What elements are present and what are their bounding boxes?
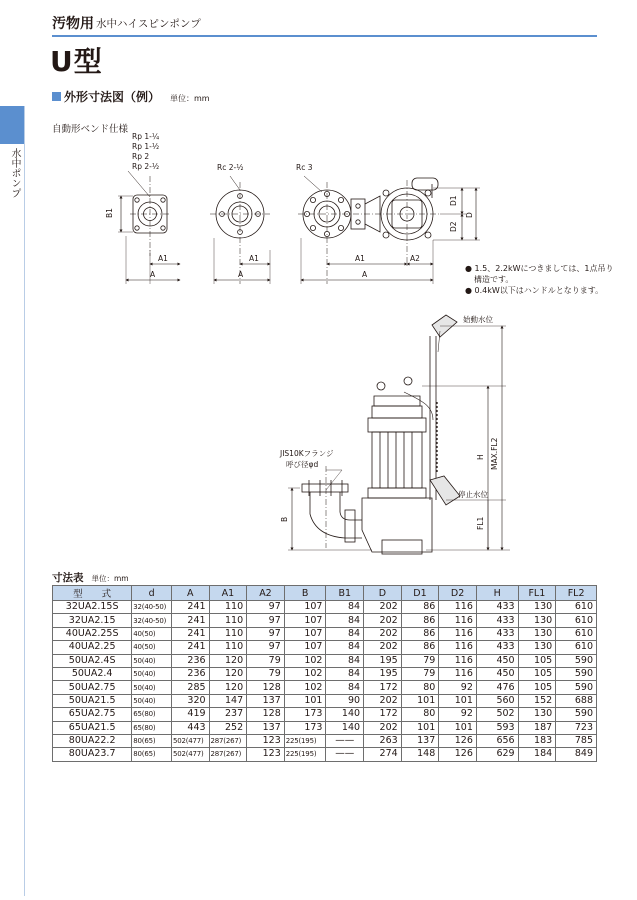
bullet-icon: ●: [465, 286, 472, 295]
table-header-row: [53, 586, 597, 601]
model-cell: 32UA2.15S: [53, 601, 132, 614]
table-cell: 241: [171, 627, 209, 640]
model-cell: 65UA21.5: [53, 721, 132, 734]
table-row: [53, 694, 597, 707]
rp-size-label: Rp 2: [132, 152, 150, 161]
table-cell: 241: [171, 641, 209, 654]
column-header: A: [171, 586, 209, 601]
table-row: [53, 721, 597, 734]
table-cell: 590: [556, 667, 597, 680]
table-row: [53, 614, 597, 627]
column-header: D: [364, 586, 402, 601]
table-cell: 202: [364, 601, 402, 614]
table-cell: 107: [284, 627, 326, 640]
table-row: [53, 734, 597, 747]
table-cell: 252: [209, 721, 247, 734]
table-cell: 97: [247, 641, 285, 654]
table-cell: ——: [326, 734, 364, 747]
pump-side-view: [302, 315, 460, 554]
table-cell: 502(477): [171, 748, 209, 761]
table-cell: 79: [247, 654, 285, 667]
dimension-table: [52, 585, 597, 762]
column-header: D2: [439, 586, 477, 601]
flange-size-label: 呼び径φd: [286, 460, 319, 469]
table-cell: 126: [439, 748, 477, 761]
table-cell: 183: [518, 734, 556, 747]
table-cell: 202: [364, 721, 402, 734]
table-cell: 80: [401, 681, 439, 694]
a2-label: A2: [410, 254, 420, 263]
drawing-heading-text: 外形寸法図（例）: [64, 90, 161, 104]
stop-level-label: 停止水位: [458, 490, 488, 499]
table-cell: 172: [364, 681, 402, 694]
table-cell: 105: [518, 681, 556, 694]
b1-label: B1: [105, 208, 114, 218]
table-cell: 476: [476, 681, 518, 694]
a-label: A: [150, 270, 156, 279]
a1-label: A1: [158, 254, 168, 263]
table-cell: 130: [518, 708, 556, 721]
table-cell: 610: [556, 641, 597, 654]
table-cell: 80(65): [132, 748, 172, 761]
table-unit: 単位：mm: [91, 574, 129, 583]
table-cell: 92: [439, 708, 477, 721]
table-cell: 116: [439, 627, 477, 640]
table-cell: 116: [439, 667, 477, 680]
table-cell: 120: [209, 667, 247, 680]
header-category: 汚物用: [52, 16, 94, 32]
rc-large-label: Rc 3: [296, 163, 313, 172]
a-label: A: [238, 270, 244, 279]
rc-small-label: Rc 2-½: [217, 163, 244, 172]
fl1-label: FL1: [476, 516, 485, 530]
table-cell: 40(50): [132, 641, 172, 654]
max-fl2-label: MAX.FL2: [490, 437, 499, 470]
table-cell: 116: [439, 601, 477, 614]
model-cell: 80UA23.7: [53, 748, 132, 761]
table-cell: 137: [401, 734, 439, 747]
table-cell: 184: [518, 748, 556, 761]
table-cell: 785: [556, 734, 597, 747]
table-cell: 274: [364, 748, 402, 761]
table-cell: 195: [364, 654, 402, 667]
table-cell: 202: [364, 641, 402, 654]
model-cell: 32UA2.15: [53, 614, 132, 627]
table-row: [53, 654, 597, 667]
model-cell: 50UA21.5: [53, 694, 132, 707]
table-cell: 450: [476, 667, 518, 680]
table-cell: 120: [209, 654, 247, 667]
table-cell: 147: [209, 694, 247, 707]
table-cell: 560: [476, 694, 518, 707]
table-cell: 80(65): [132, 734, 172, 747]
table-cell: 126: [439, 734, 477, 747]
table-row: [53, 667, 597, 680]
bullet-icon: ●: [465, 264, 472, 273]
table-cell: 236: [171, 667, 209, 680]
table-cell: 320: [171, 694, 209, 707]
table-cell: 610: [556, 614, 597, 627]
h-label: H: [476, 454, 485, 460]
table-cell: 80: [401, 708, 439, 721]
d1-label: D1: [449, 195, 458, 206]
column-header: H: [476, 586, 518, 601]
table-cell: 92: [439, 681, 477, 694]
notes: [465, 263, 615, 296]
d-label: D: [465, 212, 474, 218]
table-cell: 137: [247, 721, 285, 734]
table-cell: 107: [284, 641, 326, 654]
table-cell: 101: [439, 721, 477, 734]
table-cell: 202: [364, 694, 402, 707]
model-cell: 40UA2.25S: [53, 627, 132, 640]
table-cell: 116: [439, 614, 477, 627]
table-cell: 172: [364, 708, 402, 721]
table-cell: 101: [401, 694, 439, 707]
column-header: FL1: [518, 586, 556, 601]
column-header: B: [284, 586, 326, 601]
table-cell: 629: [476, 748, 518, 761]
table-cell: 65(80): [132, 721, 172, 734]
table-cell: 79: [401, 654, 439, 667]
page-title: U型: [50, 45, 103, 78]
table-cell: 50(40): [132, 694, 172, 707]
table-cell: 287(267): [209, 748, 247, 761]
table-cell: 148: [401, 748, 439, 761]
table-cell: ——: [326, 748, 364, 761]
table-cell: 128: [247, 681, 285, 694]
table-cell: 443: [171, 721, 209, 734]
table-cell: 140: [326, 721, 364, 734]
table-cell: 101: [401, 721, 439, 734]
table-body: [53, 601, 597, 762]
table-cell: 116: [439, 641, 477, 654]
column-header: A1: [209, 586, 247, 601]
table-row: [53, 601, 597, 614]
table-cell: 433: [476, 614, 518, 627]
model-cell: 65UA2.75: [53, 708, 132, 721]
variant-caption: 自動形ベンド仕様: [52, 124, 129, 135]
flange-label: JIS10Kフランジ: [280, 449, 334, 458]
model-cell: 40UA2.25: [53, 641, 132, 654]
table-cell: 173: [284, 721, 326, 734]
column-header: A2: [247, 586, 285, 601]
table-cell: 105: [518, 654, 556, 667]
a1-label: A1: [355, 254, 365, 263]
table-cell: 101: [439, 694, 477, 707]
table-cell: 433: [476, 627, 518, 640]
table-cell: 236: [171, 654, 209, 667]
start-level-label: 始動水位: [463, 315, 493, 324]
table-cell: 433: [476, 641, 518, 654]
table-cell: 130: [518, 627, 556, 640]
rp-size-label: Rp 1-¼: [132, 132, 160, 141]
table-cell: 225(195): [284, 734, 326, 747]
rp-size-label: Rp 2-½: [132, 162, 160, 171]
table-cell: 105: [518, 667, 556, 680]
table-cell: 610: [556, 601, 597, 614]
note-item: ● 1.5、2.2kWにつきましては、1点吊り構造です。: [465, 264, 614, 284]
table-cell: 84: [326, 614, 364, 627]
rc-small-flange-view: [210, 176, 270, 284]
table-cell: 128: [247, 708, 285, 721]
rp-flange-view: [128, 171, 170, 256]
table-cell: 610: [556, 627, 597, 640]
table-cell: 84: [326, 681, 364, 694]
table-cell: 152: [518, 694, 556, 707]
note-item: ● 0.4kW以下はハンドルとなります。: [465, 286, 604, 295]
table-cell: 237: [209, 708, 247, 721]
table-cell: 130: [518, 641, 556, 654]
table-cell: 32(40-50): [132, 601, 172, 614]
table-cell: 50(40): [132, 654, 172, 667]
table-cell: 241: [171, 614, 209, 627]
model-cell: 50UA2.4S: [53, 654, 132, 667]
table-cell: 86: [401, 641, 439, 654]
table-cell: 32(40-50): [132, 614, 172, 627]
a-label: A: [362, 270, 368, 279]
table-cell: 450: [476, 654, 518, 667]
table-heading: 寸法表 単位：mm: [52, 572, 129, 584]
table-cell: 849: [556, 748, 597, 761]
table-cell: 102: [284, 654, 326, 667]
table-cell: 102: [284, 667, 326, 680]
pump-top-view: [298, 176, 440, 284]
drawing-unit: 単位：mm: [170, 94, 210, 103]
table-cell: 84: [326, 641, 364, 654]
table-row: [53, 748, 597, 761]
table-cell: 97: [247, 627, 285, 640]
table-cell: 502(477): [171, 734, 209, 747]
b-label: B: [280, 516, 289, 522]
table-cell: 195: [364, 667, 402, 680]
table-cell: 241: [171, 601, 209, 614]
header-subtitle: 水中ハイスピンポンプ: [96, 18, 201, 30]
sidebar-label: 水中ポンプ: [9, 148, 20, 198]
column-header: FL2: [556, 586, 597, 601]
table-cell: 79: [401, 667, 439, 680]
table-cell: 110: [209, 641, 247, 654]
table-cell: 590: [556, 708, 597, 721]
table-cell: 107: [284, 601, 326, 614]
table-cell: 84: [326, 601, 364, 614]
table-cell: 102: [284, 681, 326, 694]
table-cell: 130: [518, 614, 556, 627]
table-cell: 84: [326, 654, 364, 667]
table-cell: 225(195): [284, 748, 326, 761]
table-cell: 173: [284, 708, 326, 721]
table-cell: 50(40): [132, 681, 172, 694]
table-cell: 590: [556, 681, 597, 694]
table-cell: 285: [171, 681, 209, 694]
table-cell: 97: [247, 601, 285, 614]
table-cell: 140: [326, 708, 364, 721]
table-cell: 65(80): [132, 708, 172, 721]
table-row: [53, 641, 597, 654]
table-row: [53, 681, 597, 694]
table-cell: 502: [476, 708, 518, 721]
table-cell: 723: [556, 721, 597, 734]
table-cell: 656: [476, 734, 518, 747]
table-cell: 287(267): [209, 734, 247, 747]
table-cell: 130: [518, 601, 556, 614]
table-cell: 90: [326, 694, 364, 707]
table-row: [53, 627, 597, 640]
table-cell: 84: [326, 627, 364, 640]
table-cell: 187: [518, 721, 556, 734]
table-cell: 202: [364, 614, 402, 627]
table-cell: 79: [247, 667, 285, 680]
table-cell: 86: [401, 614, 439, 627]
table-cell: 110: [209, 627, 247, 640]
model-cell: 50UA2.75: [53, 681, 132, 694]
table-cell: 263: [364, 734, 402, 747]
table-cell: 590: [556, 654, 597, 667]
table-cell: 110: [209, 601, 247, 614]
table-row: [53, 708, 597, 721]
table-cell: 40(50): [132, 627, 172, 640]
table-cell: 433: [476, 601, 518, 614]
table-cell: 86: [401, 627, 439, 640]
model-cell: 80UA22.2: [53, 734, 132, 747]
table-cell: 107: [284, 614, 326, 627]
rp-size-label: Rp 1-½: [132, 142, 160, 151]
table-cell: 97: [247, 614, 285, 627]
table-cell: 120: [209, 681, 247, 694]
table-cell: 86: [401, 601, 439, 614]
table-cell: 202: [364, 627, 402, 640]
table-cell: 101: [284, 694, 326, 707]
table-cell: 137: [247, 694, 285, 707]
table-cell: 84: [326, 667, 364, 680]
table-cell: 110: [209, 614, 247, 627]
table-cell: 419: [171, 708, 209, 721]
model-cell: 50UA2.4: [53, 667, 132, 680]
table-cell: 123: [247, 748, 285, 761]
table-cell: 688: [556, 694, 597, 707]
column-header: d: [132, 586, 172, 601]
column-header: D1: [401, 586, 439, 601]
column-header: 型 式: [53, 586, 132, 601]
table-cell: 116: [439, 654, 477, 667]
d2-label: D2: [449, 221, 458, 232]
column-header: B1: [326, 586, 364, 601]
table-cell: 593: [476, 721, 518, 734]
table-cell: 123: [247, 734, 285, 747]
a1-label: A1: [249, 254, 259, 263]
table-cell: 50(40): [132, 667, 172, 680]
